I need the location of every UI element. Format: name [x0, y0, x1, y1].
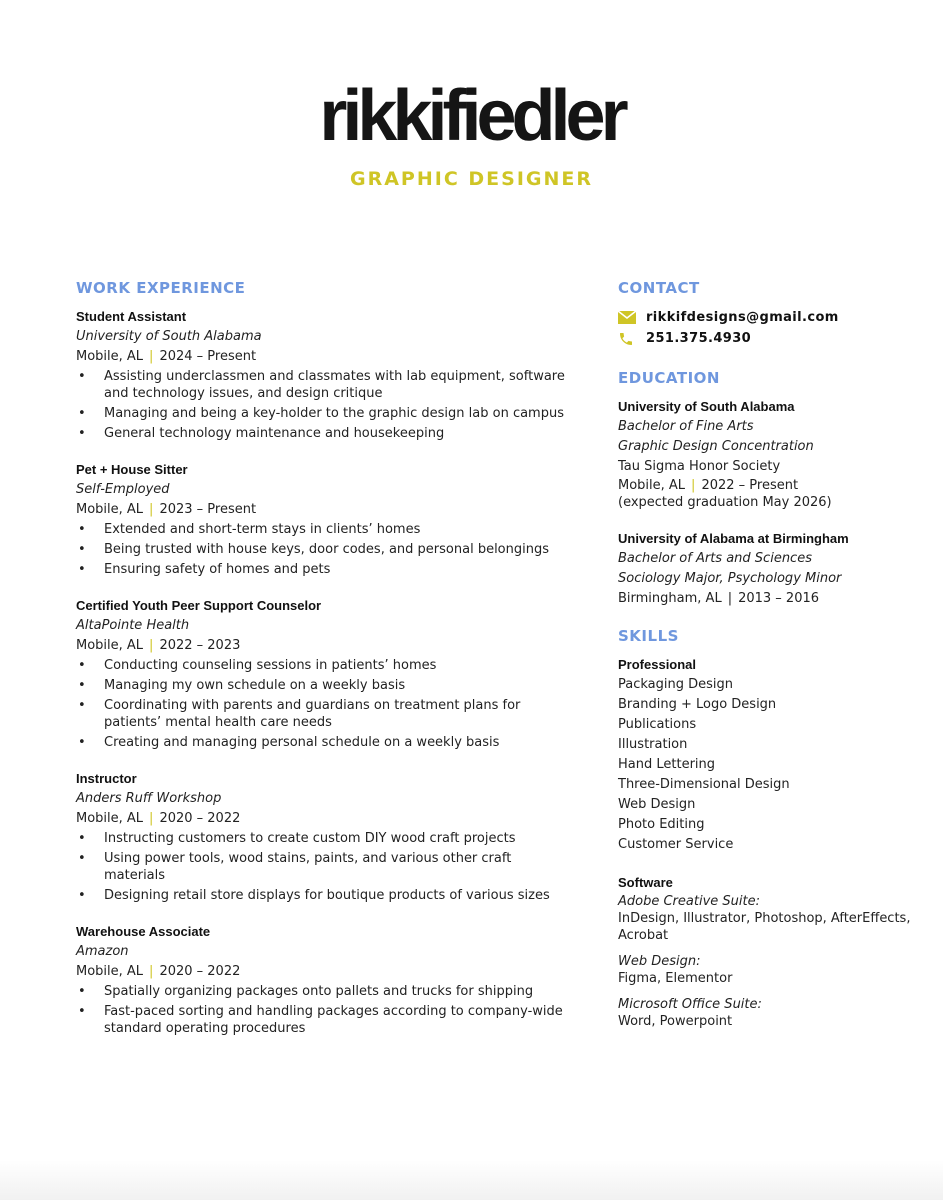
school-concentration: Graphic Design Concentration [618, 439, 814, 454]
separator: | [149, 638, 154, 653]
job-dates: 2020 – 2022 [159, 964, 241, 979]
separator: | [149, 811, 154, 826]
education-entry [618, 397, 918, 511]
software-skills-label: Software [618, 875, 673, 890]
education-heading: EDUCATION [618, 369, 720, 387]
job-entry [76, 460, 566, 578]
skill-item: Publications [618, 717, 697, 732]
job-entry [76, 769, 566, 904]
school-degree: Bachelor of Arts and Sciences [618, 551, 812, 566]
software-group-values: InDesign, Illustrator, Photoshop, AfterEffects, Acrobat [618, 911, 911, 943]
skill-item: Packaging Design [618, 677, 734, 692]
job-bullet: • Managing and being a key-holder to the graphic design lab on campus [78, 406, 564, 421]
job-bullet-text: Instructing customers to create custom DIY wood craft projects [104, 831, 516, 846]
skill-item: Branding + Logo Design [618, 697, 777, 712]
job-title: Certified Youth Peer Support Counselor [76, 598, 322, 613]
separator: | [149, 964, 154, 979]
professional-skills [618, 655, 918, 855]
envelope-icon [618, 311, 646, 324]
separator: | [149, 502, 154, 517]
job-title: Student Assistant [76, 309, 187, 324]
job-bullet: • Conducting counseling sessions in patients’ homes [78, 658, 437, 673]
software-group [618, 893, 918, 944]
school-name: University of Alabama at Birmingham [618, 531, 849, 546]
software-group [618, 953, 918, 987]
phone-icon [618, 331, 646, 347]
job-bullets [76, 830, 566, 904]
job-bullet-text: Assisting underclassmen and classmates with lab equipment, software and technology issues, and design critique [104, 369, 565, 401]
page-bottom-shadow [0, 1160, 943, 1200]
software-skills [618, 873, 918, 1030]
job-bullet-text: Fast-paced sorting and handling packages according to company-wide standard operating procedures [104, 1004, 563, 1036]
job-bullet-text: Ensuring safety of homes and pets [104, 562, 331, 577]
job-bullet-text: General technology maintenance and housekeeping [104, 426, 445, 441]
job-bullet-text: Creating and managing personal schedule on a weekly basis [104, 735, 500, 750]
school-concentration: Sociology Major, Psychology Minor [618, 571, 842, 586]
sidebar-column [618, 279, 918, 1039]
job-title: Pet + House Sitter [76, 462, 188, 477]
job-bullet: • Fast-paced sorting and handling packages according to company-wide standard operating procedures [78, 1004, 563, 1036]
school-location: Birmingham, AL [618, 591, 722, 606]
job-dates: 2020 – 2022 [159, 811, 241, 826]
contact-email[interactable]: rikkifdesigns@gmail.com [646, 310, 839, 325]
job-bullet-text: Managing and being a key-holder to the graphic design lab on campus [104, 406, 564, 421]
job-bullet-text: Coordinating with parents and guardians on treatment plans for patients’ mental health care needs [104, 698, 521, 730]
job-bullet-text: Designing retail store displays for boutique products of various sizes [104, 888, 550, 903]
job-location: Mobile, AL [76, 964, 144, 979]
software-group-label: Web Design: [618, 954, 701, 969]
software-group-values: Word, Powerpoint [618, 1014, 733, 1029]
contact-phone[interactable]: 251.375.4930 [646, 331, 752, 346]
skill-item: Photo Editing [618, 817, 705, 832]
job-bullet-text: Spatially organizing packages onto pallets and trucks for shipping [104, 984, 534, 999]
skill-item: Web Design [618, 797, 696, 812]
job-employer: Anders Ruff Workshop [76, 791, 222, 806]
school-location-dates [618, 589, 918, 609]
skill-item: Three-Dimensional Design [618, 777, 790, 792]
job-dates: 2022 – 2023 [159, 638, 241, 653]
contact-phone-row [618, 328, 918, 349]
school-location: Mobile, AL [618, 478, 686, 493]
job-bullet-text: Using power tools, wood stains, paints, and various other craft materials [104, 851, 512, 883]
job-bullet-text: Being trusted with house keys, door codes, and personal belongings [104, 542, 549, 557]
separator: | [727, 591, 733, 606]
job-bullet: • Being trusted with house keys, door codes, and personal belongings [78, 542, 549, 557]
job-location-dates [76, 500, 566, 520]
resume-name: rikkifiedler [319, 76, 624, 156]
job-bullet: • Ensuring safety of homes and pets [78, 562, 331, 577]
school-dates: 2013 – 2016 [738, 591, 820, 606]
job-entry [76, 596, 566, 751]
education-entry [618, 529, 918, 609]
job-bullet-text: Managing my own schedule on a weekly basis [104, 678, 406, 693]
separator: | [149, 349, 154, 364]
job-title: Warehouse Associate [76, 924, 211, 939]
school-dates: 2022 – Present [701, 478, 799, 493]
job-dates: 2024 – Present [159, 349, 257, 364]
job-location: Mobile, AL [76, 502, 144, 517]
job-bullet: • Coordinating with parents and guardians on treatment plans for patients’ mental health care needs [78, 698, 521, 730]
job-bullets [76, 657, 566, 751]
job-entry [76, 307, 566, 442]
job-dates: 2023 – Present [159, 502, 257, 517]
job-bullet-text: Conducting counseling sessions in patients’ homes [104, 658, 437, 673]
job-location-dates [76, 809, 566, 829]
skill-item: Illustration [618, 737, 688, 752]
job-location: Mobile, AL [76, 349, 144, 364]
professional-skills-label: Professional [618, 657, 697, 672]
school-name: University of South Alabama [618, 399, 795, 414]
job-bullet: • Instructing customers to create custom DIY wood craft projects [78, 831, 516, 846]
job-bullet: • Designing retail store displays for boutique products of various sizes [78, 888, 550, 903]
skill-item: Hand Lettering [618, 757, 716, 772]
software-group-label: Adobe Creative Suite: [618, 894, 760, 909]
job-bullets [76, 521, 566, 578]
job-bullet: • General technology maintenance and housekeeping [78, 426, 445, 441]
skills-heading: SKILLS [618, 627, 679, 645]
contact-email-row [618, 307, 918, 328]
skill-item: Customer Service [618, 837, 734, 852]
job-location-dates [76, 962, 566, 982]
school-note: (expected graduation May 2026) [618, 495, 832, 510]
job-bullets [76, 983, 566, 1037]
work-experience-heading: WORK EXPERIENCE [76, 279, 246, 297]
job-employer: Self-Employed [76, 482, 170, 497]
separator: | [691, 478, 696, 493]
job-location-dates [76, 636, 566, 656]
job-entry [76, 922, 566, 1037]
job-bullet: • Assisting underclassmen and classmates with lab equipment, software and technology issues, and design critique [78, 369, 565, 401]
job-employer: AltaPointe Health [76, 618, 190, 633]
job-bullet: • Spatially organizing packages onto pallets and trucks for shipping [78, 984, 534, 999]
software-group [618, 996, 918, 1030]
work-experience-section [76, 279, 566, 1055]
job-location: Mobile, AL [76, 638, 144, 653]
school-location-dates [618, 477, 918, 494]
software-group-label: Microsoft Office Suite: [618, 997, 762, 1012]
school-honor: Tau Sigma Honor Society [618, 459, 781, 474]
job-bullet: • Using power tools, wood stains, paints, and various other craft materials [78, 851, 512, 883]
school-degree: Bachelor of Fine Arts [618, 419, 754, 434]
job-bullet: • Managing my own schedule on a weekly basis [78, 678, 406, 693]
job-bullet: • Creating and managing personal schedule on a weekly basis [78, 735, 500, 750]
job-location-dates [76, 347, 566, 367]
contact-heading: CONTACT [618, 279, 700, 297]
job-employer: Amazon [76, 944, 129, 959]
job-bullet: • Extended and short-term stays in clients’ homes [78, 522, 421, 537]
job-location: Mobile, AL [76, 811, 144, 826]
job-bullet-text: Extended and short-term stays in clients’ homes [104, 522, 421, 537]
job-employer: University of South Alabama [76, 329, 262, 344]
job-bullets [76, 368, 566, 442]
job-title: Instructor [76, 771, 137, 786]
software-group-values: Figma, Elementor [618, 971, 733, 986]
resume-role: GRAPHIC DESIGNER [350, 168, 593, 190]
